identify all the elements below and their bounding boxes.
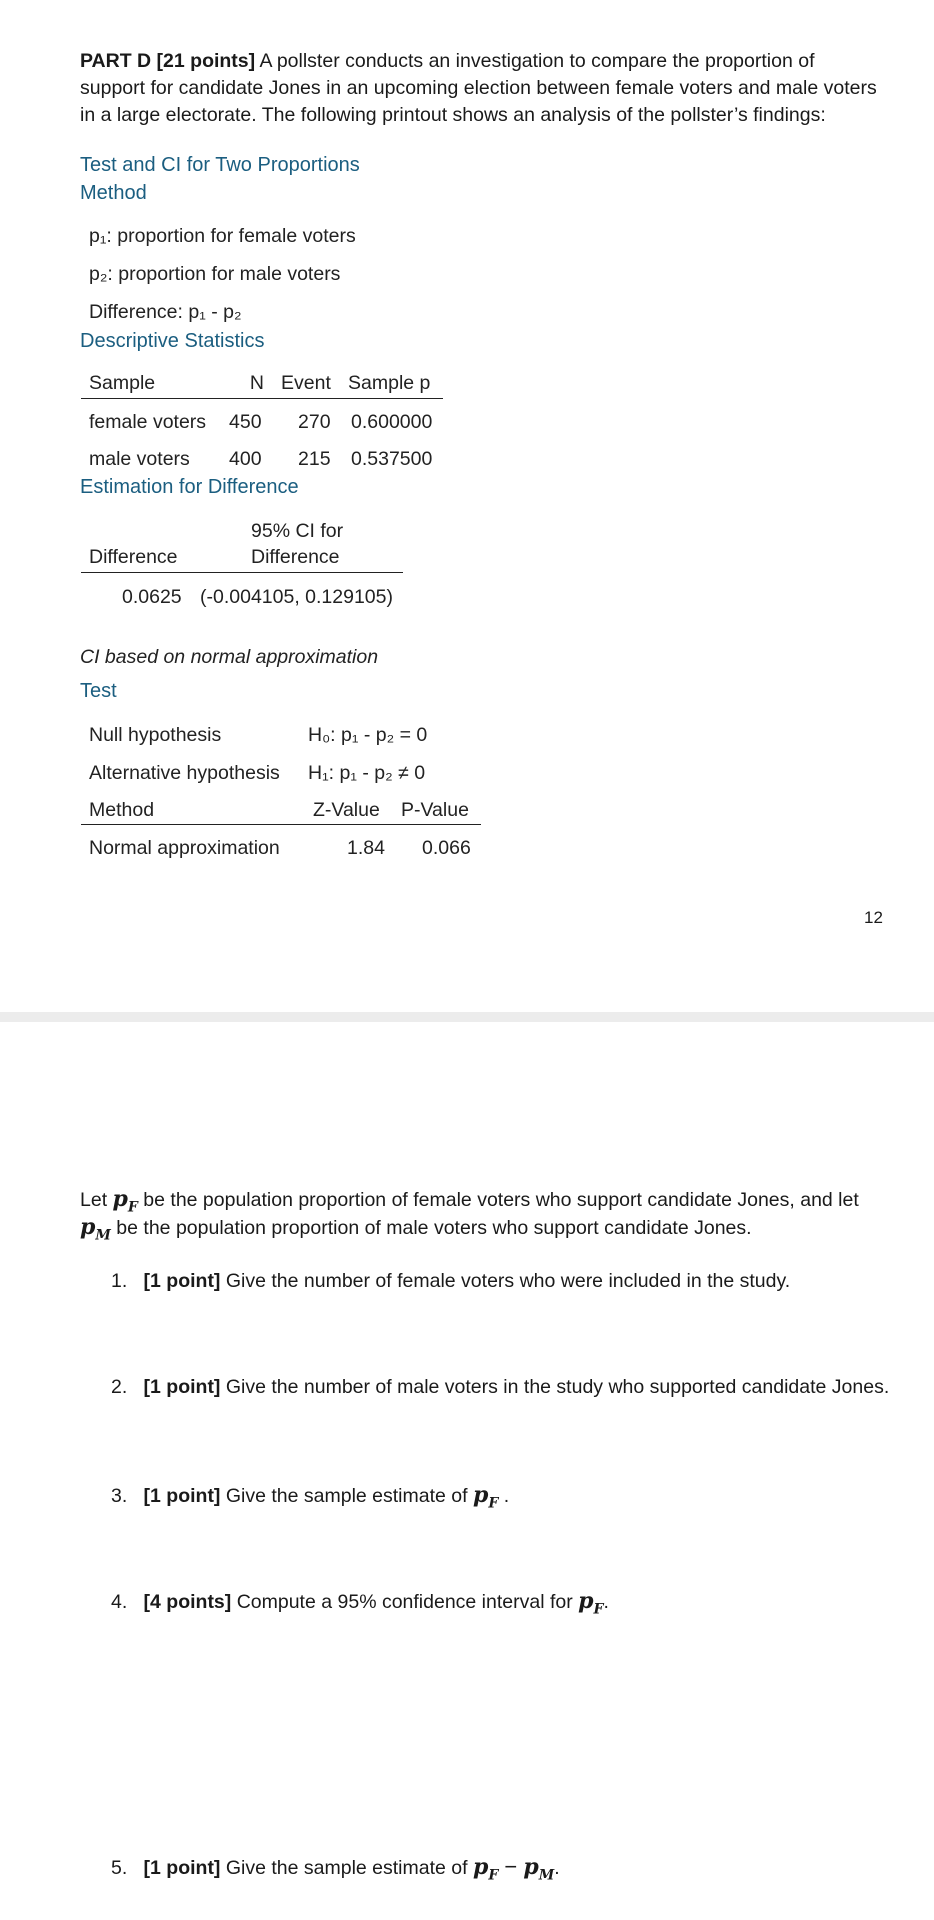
question-number: 1. <box>111 1270 128 1292</box>
question-5: 5. [1 point] Give the sample estimate of $p_F - p_M$. <box>111 1854 560 1884</box>
question-points: [1 point] <box>143 1376 221 1398</box>
question-text: Give the number of male voters in the study who supported candidate Jones. <box>220 1376 890 1398</box>
p-value: 0.066 <box>422 837 471 859</box>
method-heading: Method <box>80 182 147 204</box>
question-1 <box>111 1270 790 1293</box>
pf-sub: F <box>593 1601 604 1618</box>
test-method-value: Normal approximation <box>89 837 280 859</box>
row-sample-p: 0.537500 <box>351 448 433 470</box>
question-number: 5. <box>111 1857 128 1879</box>
pf-symbol <box>112 1186 138 1216</box>
pf-symbol <box>472 1854 499 1884</box>
pm-symbol <box>523 1854 555 1884</box>
row-n: 400 <box>229 448 262 470</box>
pf-symbol <box>472 1482 499 1512</box>
questions-intro-line1 <box>80 1186 859 1215</box>
intro-text: A pollster conducts an investigation to compare the proportion of support for candidate Jones in an upcoming election between female voters and male voters in a large electorate. The following printout shows an analysis of the pollster’s findings: <box>80 50 877 126</box>
pf-symbol <box>578 1588 604 1618</box>
pm-letter: p <box>80 1214 96 1240</box>
descriptive-statistics-heading: Descriptive Statistics <box>80 330 265 352</box>
header-method: Method <box>89 799 155 821</box>
header-event: Event <box>281 372 331 394</box>
questions-intro-line2 <box>80 1214 752 1243</box>
row-sample-p: 0.600000 <box>351 411 433 433</box>
difference-value: 0.0625 <box>122 586 182 608</box>
page-divider <box>0 1012 934 1022</box>
ci-value: (-0.004105, 0.129105) <box>200 586 393 608</box>
pm-symbol <box>80 1214 111 1244</box>
header-z-value: Z-Value <box>313 799 380 821</box>
part-label: PART D [21 points] <box>80 50 256 72</box>
row-sample: female voters <box>89 411 207 433</box>
estimation-heading: Estimation for Difference <box>80 476 299 498</box>
question-number: 4. <box>111 1591 128 1613</box>
pf-letter: p <box>472 1854 489 1880</box>
difference-definition: Difference: p₁ - p₂ <box>89 301 242 323</box>
question-number: 2. <box>111 1376 128 1398</box>
question-2 <box>111 1376 889 1399</box>
alternative-hypothesis-label: Alternative hypothesis <box>89 762 280 784</box>
intro-paragraph <box>80 48 880 129</box>
pm-letter: p <box>523 1854 539 1880</box>
question-text: Compute a 95% confidence interval for <box>231 1591 579 1613</box>
pf-sub: F <box>488 1495 499 1512</box>
header-sample-p: Sample p <box>348 372 431 394</box>
test-heading: Test <box>80 680 117 702</box>
ci-note: CI based on normal approximation <box>80 646 379 668</box>
intro-end: be the population proportion of male voters who support candidate Jones. <box>110 1217 752 1239</box>
question-text: Give the sample estimate of <box>220 1485 473 1507</box>
row-event: 215 <box>298 448 331 470</box>
table-rule <box>81 572 403 573</box>
question-3: 3. [1 point] Give the sample estimate of $p_F$ . <box>111 1482 510 1512</box>
null-hypothesis-value: H₀: p₁ - p₂ = 0 <box>308 724 428 746</box>
row-event: 270 <box>298 411 331 433</box>
question-points: [1 point] <box>143 1485 221 1507</box>
p1-definition: p₁: proportion for female voters <box>89 225 356 247</box>
pm-sub: M <box>95 1227 111 1244</box>
question-text: Give the sample estimate of <box>220 1857 473 1879</box>
p2-definition: p₂: proportion for male voters <box>89 263 341 285</box>
null-hypothesis-label: Null hypothesis <box>89 724 222 746</box>
minus-sign: − <box>498 1854 524 1879</box>
printout-title: Test and CI for Two Proportions <box>80 154 360 176</box>
row-n: 450 <box>229 411 262 433</box>
intro-mid: be the population proportion of female voters who support candidate Jones, and let <box>137 1189 859 1211</box>
header-n: N <box>249 372 264 394</box>
question-points: [4 points] <box>143 1591 232 1613</box>
question-text: Give the number of female voters who were included in the study. <box>220 1270 791 1292</box>
pf-sub: F <box>488 1867 499 1884</box>
z-value: 1.84 <box>347 837 385 859</box>
difference-header: Difference <box>89 546 178 568</box>
question-points: [1 point] <box>143 1857 221 1879</box>
pf-letter: p <box>472 1482 489 1508</box>
page-number: 12 <box>864 908 883 927</box>
table-rule <box>81 824 481 825</box>
pf-letter: p <box>578 1588 594 1614</box>
question-points: [1 point] <box>143 1270 221 1292</box>
pf-sub: F <box>127 1199 138 1216</box>
table-rule <box>81 398 443 399</box>
question-number: 3. <box>111 1485 128 1507</box>
row-sample: male voters <box>89 448 190 470</box>
alternative-hypothesis-value: H₁: p₁ - p₂ ≠ 0 <box>308 762 426 784</box>
ci-header-line2: Difference <box>251 546 340 568</box>
pf-letter: p <box>112 1186 128 1212</box>
intro-let: Let <box>80 1189 113 1211</box>
pm-sub: M <box>538 1867 555 1884</box>
question-4: 4. [4 points] Compute a 95% confidence interval for $p_F$. <box>111 1588 609 1618</box>
header-sample: Sample <box>89 372 156 394</box>
header-p-value: P-Value <box>401 799 469 821</box>
ci-header-line1: 95% CI for <box>251 520 344 542</box>
